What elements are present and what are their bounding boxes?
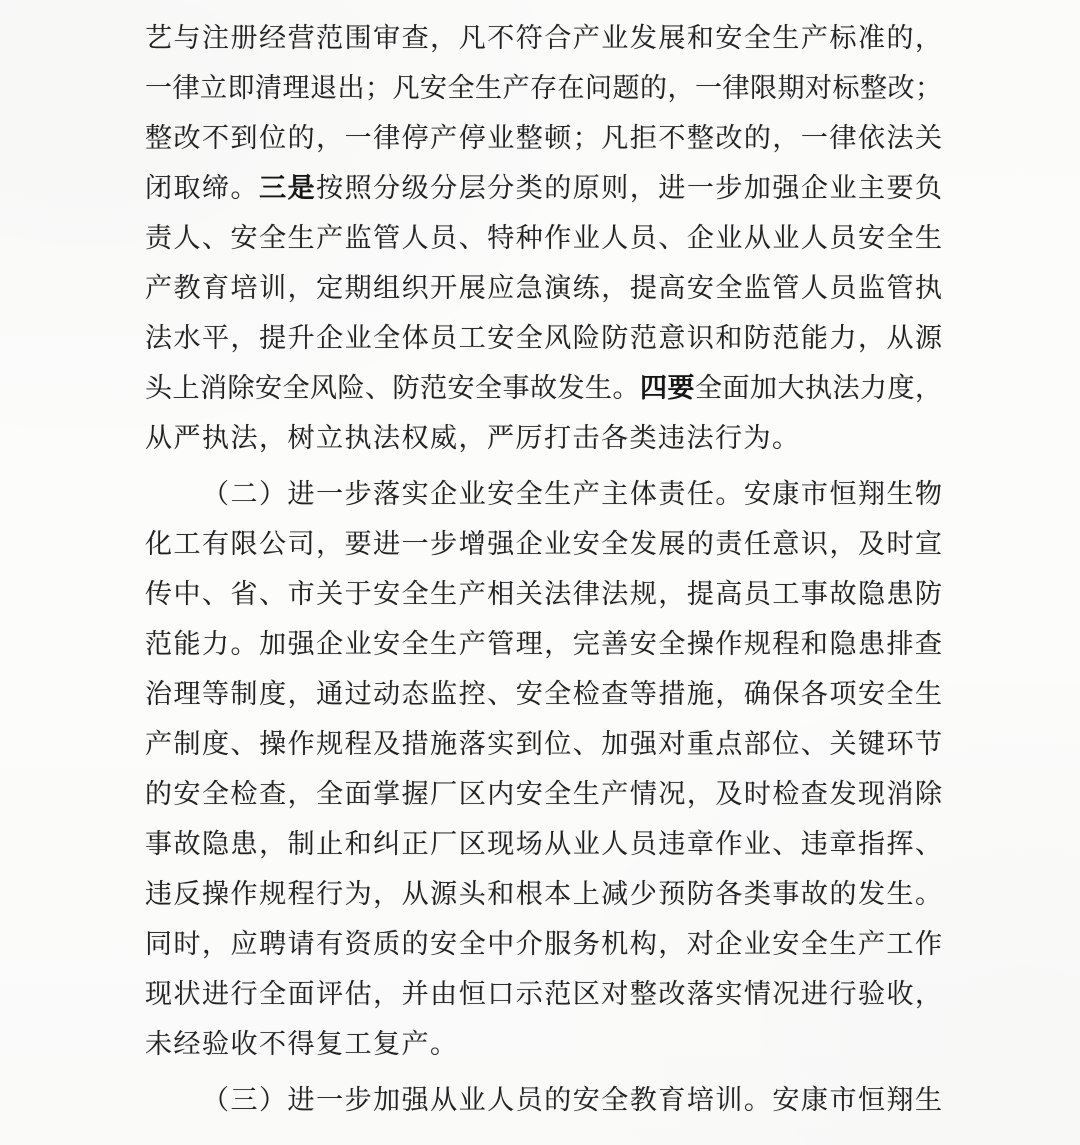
text-line <box>145 619 942 669</box>
text-run: 化工有限公司，要进一步增强企业安全发展的责任意识，及时宣 <box>145 529 942 559</box>
text-run: 整改不到位的，一律停产停业整顿；凡拒不整改的，一律依法关 <box>145 123 942 153</box>
text-line <box>145 919 942 969</box>
text-run: 产教育培训，定期组织开展应急演练，提高安全监管人员监管执 <box>145 273 942 303</box>
text-run: 的安全检查，全面掌握厂区内安全生产情况，及时检查发现消除 <box>145 779 942 809</box>
text-run: 按照分级分层分类的原则，进一步加强企业主要负 <box>316 173 943 203</box>
text-run: 违反操作规程行为，从源头和根本上减少预防各类事故的发生。 <box>145 879 942 909</box>
text-line <box>145 569 942 619</box>
text-run: 现状进行全面评估，并由恒口示范区对整改落实情况进行验收， <box>145 979 942 1009</box>
text-line <box>145 163 942 213</box>
text-run: 治理等制度，通过动态监控、安全检查等措施，确保各项安全生 <box>145 679 942 709</box>
text-line <box>145 213 942 263</box>
text-run: 艺与注册经营范围审查，凡不符合产业发展和安全生产标准的， <box>145 23 942 53</box>
text-run: 从严执法，树立执法权威，严厉打击各类违法行为。 <box>145 423 801 453</box>
text-line <box>145 719 942 769</box>
text-run: （二）进一步落实企业安全生产主体责任。安康市恒翔生物 <box>202 479 942 509</box>
text-line <box>145 669 942 719</box>
text-run: 范能力。加强企业安全生产管理，完善安全操作规程和隐患排查 <box>145 629 942 659</box>
bold-emphasis-run: 四要 <box>640 373 695 403</box>
text-run: （三）进一步加强从业人员的安全教育培训。安康市恒翔生 <box>202 1085 942 1115</box>
text-run: 一律立即清理退出；凡安全生产存在问题的，一律限期对标整改； <box>145 73 942 103</box>
text-line <box>145 1019 942 1069</box>
text-line <box>145 63 942 113</box>
text-line <box>145 969 942 1019</box>
text-run: 法水平，提升企业全体员工安全风险防范意识和防范能力，从源 <box>145 323 942 353</box>
text-run: 传中、省、市关于安全生产相关法律法规，提高员工事故隐患防 <box>145 579 942 609</box>
text-run: 头上消除安全风险、防范安全事故发生。 <box>145 373 640 403</box>
text-line <box>145 113 942 163</box>
text-line <box>145 13 942 63</box>
text-run: 未经验收不得复工复产。 <box>145 1029 459 1059</box>
text-line <box>145 313 942 363</box>
text-line <box>145 413 942 463</box>
text-line <box>145 769 942 819</box>
text-line <box>145 1075 942 1125</box>
text-line <box>145 263 942 313</box>
paragraph <box>145 469 942 1069</box>
document-body <box>145 13 942 1125</box>
text-line <box>145 469 942 519</box>
text-run: 全面加大执法力度， <box>695 373 942 403</box>
bold-emphasis-run: 三是 <box>259 173 317 203</box>
text-line <box>145 819 942 869</box>
paragraph <box>145 1075 942 1125</box>
text-run: 闭取缔。 <box>145 173 260 203</box>
text-run: 产制度、操作规程及措施落实到位、加强对重点部位、关键环节 <box>145 729 942 759</box>
text-run: 责人、安全生产监管人员、特种作业人员、企业从业人员安全生 <box>145 223 942 253</box>
text-line <box>145 363 942 413</box>
text-line <box>145 519 942 569</box>
text-line <box>145 869 942 919</box>
text-run: 事故隐患，制止和纠正厂区现场从业人员违章作业、违章指挥、 <box>145 829 942 859</box>
text-run: 同时，应聘请有资质的安全中介服务机构，对企业安全生产工作 <box>145 929 942 959</box>
paragraph <box>145 13 942 463</box>
